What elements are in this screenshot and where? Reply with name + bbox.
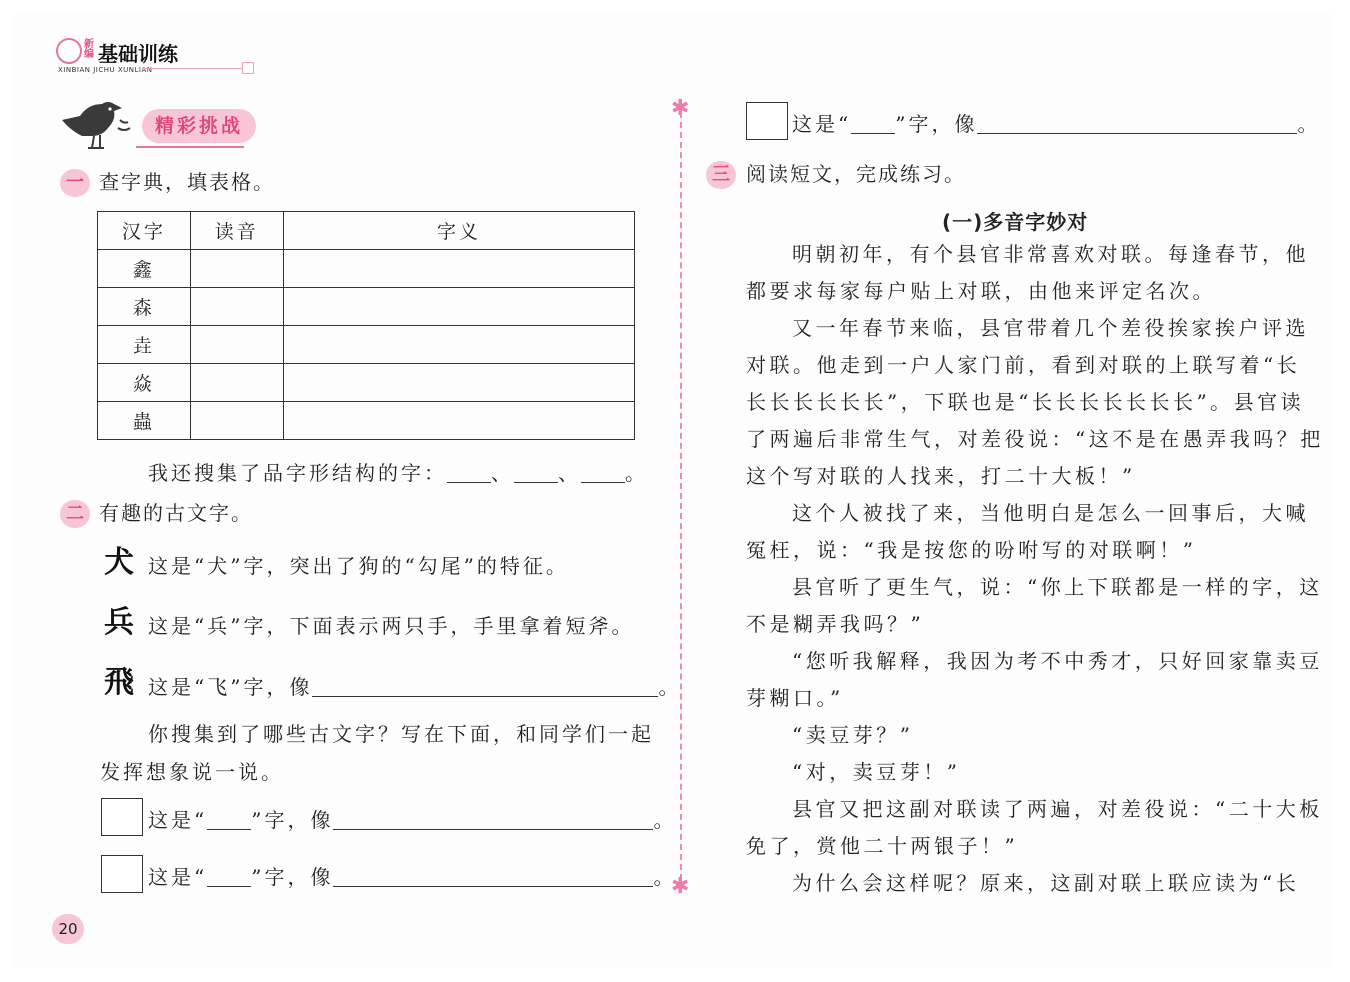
ancient-fly-text: 这是“飞”字，像 — [148, 675, 313, 699]
table-row — [98, 288, 635, 326]
story-line: 了两遍后非常生气，对差役说：“这不是在愚弄我吗？把 — [746, 427, 1324, 451]
ancient-dog-text: 这是“犬”字，突出了狗的“勾尾”的特征。 — [148, 554, 569, 578]
period: 。 — [625, 461, 648, 485]
header-meaning: 字义 — [283, 212, 634, 250]
prompt-line-1: 你搜集到了哪些古文字？写在下面，和同学们一起 — [148, 722, 654, 746]
logo-icon — [56, 38, 82, 64]
story-line: 都要求每家每户贴上对联，由他来评定名次。 — [746, 279, 1216, 303]
meaning-cell[interactable] — [283, 288, 634, 326]
challenge-label: 精彩挑战 — [154, 115, 243, 137]
fill-line — [148, 809, 676, 830]
story-line: 这个写对联的人找来，打二十大板！” — [746, 464, 1136, 488]
table-char: 鑫 — [98, 250, 191, 288]
table-char: 焱 — [98, 364, 191, 402]
story-line: 这个人被找了来，当他明白是怎么一回事后，大喊 — [792, 501, 1309, 525]
section-1-number: 一 — [60, 169, 90, 197]
story-line: 对联。他走到一户人家门前，看到对联的上联写着“长 — [746, 353, 1301, 377]
table-row — [98, 326, 635, 364]
separator: 、 — [491, 461, 514, 485]
ancient-soldier-text: 这是“兵”字，下面表示两只手，手里拿着短斧。 — [148, 614, 635, 638]
description-blank[interactable] — [977, 113, 1297, 134]
fill-middle: ”字，像 — [251, 808, 334, 832]
challenge-underline — [136, 146, 244, 148]
fill-prefix: 这是“ — [148, 865, 208, 889]
fill-prefix: 这是“ — [148, 808, 208, 832]
fly-answer-blank[interactable] — [312, 676, 658, 697]
ancient-char-soldier: 兵 — [104, 605, 134, 640]
story-title: (一)多音字妙对 — [942, 210, 1089, 234]
star-icon: ✱ — [671, 96, 690, 121]
table-char: 蟲 — [98, 402, 191, 440]
period: 。 — [653, 808, 677, 832]
collect-text: 我还搜集了品字形结构的字： — [148, 461, 447, 485]
story-line: 不是糊弄我吗？” — [746, 612, 925, 636]
period: 。 — [1297, 112, 1321, 136]
section-2-number: 二 — [60, 500, 90, 528]
char-blank[interactable] — [207, 809, 251, 830]
table-row — [98, 250, 635, 288]
separator: 、 — [558, 461, 581, 485]
table-char: 森 — [98, 288, 191, 326]
section-3-number: 三 — [706, 161, 736, 189]
collect-blank-3[interactable] — [581, 462, 625, 483]
story-line: 冤枉，说：“我是按您的吩咐写的对联啊！” — [746, 538, 1197, 562]
header-hanzi: 汉字 — [98, 212, 191, 250]
pronunciation-cell[interactable] — [190, 326, 283, 364]
story-line: 长长长长长长”，下联也是“长长长长长长长”。县官读 — [746, 390, 1305, 414]
table-row — [98, 402, 635, 440]
collect-blank-2[interactable] — [514, 462, 558, 483]
brand-name: 基础训练 — [98, 42, 178, 66]
brand-rule — [142, 68, 242, 69]
story-line: 县官听了更生气，说：“你上下联都是一样的字，这 — [792, 575, 1323, 599]
fill-line — [148, 866, 676, 887]
ancient-char-dog: 犬 — [104, 545, 134, 580]
brand-pinyin: XINBIAN JICHU XUNLIAN — [58, 66, 153, 74]
prompt-line-2: 发挥想象说一说。 — [100, 760, 284, 784]
ancient-char-box[interactable] — [746, 102, 788, 140]
pronunciation-cell[interactable] — [190, 402, 283, 440]
fill-middle: ”字，像 — [895, 112, 978, 136]
story-line: “对，卖豆芽！” — [792, 760, 961, 784]
ancient-char-box[interactable] — [101, 798, 143, 836]
fill-middle: ”字，像 — [251, 865, 334, 889]
table-char: 垚 — [98, 326, 191, 364]
story-line: 芽糊口。” — [746, 686, 844, 710]
section-1-title: 查字典，填表格。 — [99, 170, 275, 194]
section-2-title: 有趣的古文字。 — [99, 501, 253, 525]
pronunciation-cell[interactable] — [190, 288, 283, 326]
period: 。 — [658, 675, 682, 699]
page-number: 20 — [52, 914, 84, 944]
dictionary-table — [97, 211, 635, 440]
char-blank[interactable] — [207, 866, 251, 887]
ancient-char-box[interactable] — [101, 855, 143, 893]
collect-blank-1[interactable] — [447, 462, 491, 483]
ancient-char-fly: 飛 — [104, 665, 134, 700]
fill-prefix: 这是“ — [792, 112, 852, 136]
table-header-row — [98, 212, 635, 250]
header-pronunciation: 读音 — [190, 212, 283, 250]
page-divider — [680, 112, 682, 880]
ancient-fly-line — [148, 676, 681, 697]
section-3-title: 阅读短文，完成练习。 — [746, 162, 966, 186]
story-line: 明朝初年，有个县官非常喜欢对联。每逢春节，他 — [792, 242, 1309, 266]
meaning-cell[interactable] — [283, 326, 634, 364]
period: 。 — [653, 865, 677, 889]
description-blank[interactable] — [333, 866, 653, 887]
fill-line — [792, 113, 1320, 134]
table-row — [98, 364, 635, 402]
description-blank[interactable] — [333, 809, 653, 830]
brand-box — [242, 62, 254, 74]
story-line: “卖豆芽？” — [792, 723, 914, 747]
story-line: 县官又把这副对联读了两遍，对差役说：“二十大板 — [792, 797, 1323, 821]
star-icon: ✱ — [671, 874, 690, 899]
meaning-cell[interactable] — [283, 250, 634, 288]
meaning-cell[interactable] — [283, 402, 634, 440]
story-line: “您听我解释，我因为考不中秀才，只好回家靠卖豆 — [792, 649, 1323, 673]
pronunciation-cell[interactable] — [190, 250, 283, 288]
story-line: 又一年春节来临，县官带着几个差役挨家挨户评选 — [792, 316, 1309, 340]
crow-icon — [58, 98, 134, 152]
brand-new-label: 新编 — [84, 39, 94, 60]
char-blank[interactable] — [851, 113, 895, 134]
challenge-badge — [142, 109, 256, 143]
meaning-cell[interactable] — [283, 364, 634, 402]
pronunciation-cell[interactable] — [190, 364, 283, 402]
story-line: 免了，赏他二十两银子！” — [746, 834, 1019, 858]
story-line: 为什么会这样呢？原来，这副对联上联应读为“长 — [792, 871, 1300, 895]
collect-line — [148, 462, 648, 483]
